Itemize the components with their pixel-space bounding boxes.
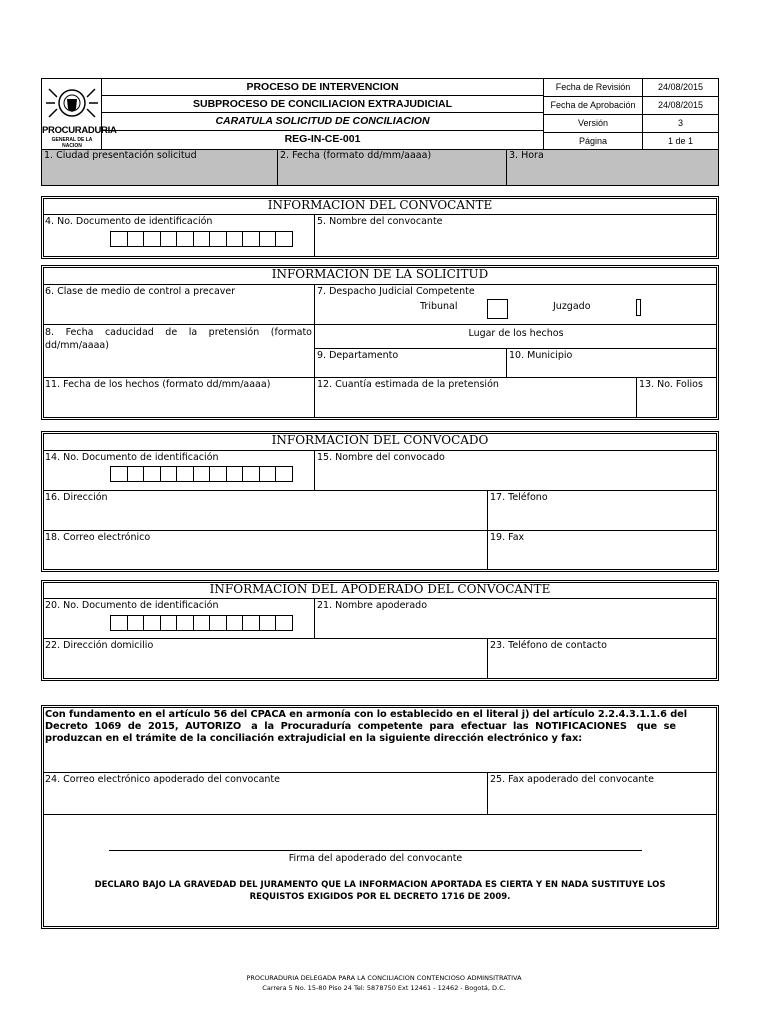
meta-value-pagina: 1 de 1	[667, 136, 694, 146]
meta-label-revision: Fecha de Revisión	[544, 79, 642, 97]
header-subproceso: SUBPROCESO DE CONCILIACION EXTRAJUDICIAL	[102, 96, 543, 113]
field-doc-apoderado[interactable]: 20. No. Documento de identificación	[43, 599, 315, 639]
doc-convocado-boxes[interactable]	[110, 466, 292, 482]
field-municipio[interactable]: 10. Municipio	[507, 349, 717, 378]
logo-text: PROCURADURIA	[42, 125, 117, 136]
solicitud-title: INFORMACION DE LA SOLICITUD	[43, 267, 717, 285]
label-tribunal: Tribunal	[420, 301, 458, 312]
declaracion-line-2: REQUISTOS EXIGIDOS POR EL DECRETO 1716 DE 2009.	[249, 892, 511, 902]
footer-line-2: Carrera 5 No. 15-80 Piso 24 Tel: 5878750 Ext 12461 - 12462 - Bogotá, D.C.	[262, 984, 506, 992]
footer-line-1: PROCURADURIA DELEGADA PARA LA CONCILIACION CONTENCIOSO ADMINSITRATIVA	[246, 974, 522, 982]
field-departamento[interactable]: 9. Departamento	[315, 349, 507, 378]
field-direccion-apoderado[interactable]: 22. Dirección domicilio	[43, 639, 488, 679]
field-telefono-convocado[interactable]: 17. Teléfono	[488, 491, 717, 531]
autorizacion-line-1: Con fundamento en el artículo 56 del CPACA en armonía con lo establecido en el literal j) del artículo 2.2.4.3.1.1.6 del	[45, 709, 688, 720]
field-fecha[interactable]: 2. Fecha (formato dd/mm/aaaa)	[278, 149, 507, 185]
footer	[0, 973, 768, 993]
meta-value-version: 3	[643, 115, 718, 133]
label-juzgado: Juzgado	[553, 301, 591, 312]
field-cuantia[interactable]: 12. Cuantía estimada de la pretensión	[315, 378, 637, 418]
signature-label: Firma del apoderado del convocante	[288, 853, 463, 864]
field-medio-control[interactable]: 6. Clase de medio de control a precaver	[43, 285, 315, 325]
checkbox-juzgado[interactable]	[636, 299, 641, 316]
caducidad-label: 8. Fecha caducidad de la pretensión (formato dd/mm/aaaa)	[45, 327, 312, 351]
header-caratula: CARATULA SOLICITUD DE CONCILIACION	[102, 113, 543, 131]
header-meta-values	[642, 79, 718, 149]
label-lugar-hechos: Lugar de los hechos	[315, 325, 717, 349]
field-nombre-apoderado[interactable]: 21. Nombre apoderado	[315, 599, 717, 639]
header-proceso: PROCESO DE INTERVENCION	[102, 79, 543, 96]
autorizacion-line-3: produzcan en el trámite de la conciliación extrajudicial en la siguiente dirección electrónico y fax:	[45, 733, 583, 744]
field-correo-convocado[interactable]: 18. Correo electrónico	[43, 531, 488, 570]
autorizacion-line-2: Decreto 1069 de 2015, AUTORIZO a la Procuraduría competente para efectuar las NOTIFICACIONES que se	[45, 721, 676, 732]
field-nombre-convocante[interactable]: 5. Nombre del convocante	[317, 216, 443, 227]
header-codigo: REG-IN-CE-001	[284, 133, 361, 145]
field-fecha-hechos[interactable]: 11. Fecha de los hechos (formato dd/mm/aaaa)	[43, 378, 315, 418]
doc-convocante-boxes[interactable]	[110, 231, 292, 247]
convocante-title: INFORMACION DEL CONVOCANTE	[43, 198, 717, 215]
meta-label-pagina: Página	[578, 136, 608, 146]
checkbox-tribunal[interactable]	[487, 299, 508, 319]
declaracion-line-1: DECLARO BAJO LA GRAVEDAD DEL JURAMENTO QUE LA INFORMACION APORTADA ES CIERTA Y EN NADA SUSTITUYE LOS	[94, 880, 666, 890]
declaracion	[43, 879, 717, 903]
field-nombre-convocado[interactable]: 15. Nombre del convocado	[315, 451, 717, 491]
meta-value-revision: 24/08/2015	[643, 79, 718, 97]
field-hora[interactable]: 3. Hora	[509, 150, 544, 161]
field-folios[interactable]: 13. No. Folios	[639, 379, 703, 390]
field-doc-convocante[interactable]: 4. No. Documento de identificación	[43, 215, 315, 257]
coat-of-arms-icon	[43, 81, 101, 125]
signature-line[interactable]	[109, 850, 642, 851]
field-direccion-convocado[interactable]: 16. Dirección	[43, 491, 488, 531]
field-fax-apoderado[interactable]: 25. Fax apoderado del convocante	[488, 773, 717, 815]
logo	[42, 79, 117, 149]
field-doc-convocado[interactable]: 14. No. Documento de identificación	[43, 451, 315, 491]
doc-apoderado-boxes[interactable]	[110, 615, 292, 631]
header-meta-labels	[543, 79, 642, 149]
meta-label-aprobacion: Fecha de Aprobación	[544, 97, 642, 115]
field-telefono-apoderado[interactable]: 23. Teléfono de contacto	[490, 640, 607, 651]
field-fax-convocado[interactable]: 19. Fax	[490, 532, 525, 543]
meta-label-version: Versión	[544, 115, 642, 133]
meta-value-aprobacion: 24/08/2015	[643, 97, 718, 115]
logo-subtext: GENERAL DE LA NACION	[51, 137, 93, 149]
apoderado-title: INFORMACION DEL APODERADO DEL CONVOCANTE	[43, 582, 717, 599]
field-correo-apoderado[interactable]: 24. Correo electrónico apoderado del convocante	[43, 773, 488, 815]
autorizacion-text	[43, 707, 717, 773]
field-despacho: 7. Despacho Judicial Competente	[315, 285, 717, 325]
field-ciudad[interactable]: 1. Ciudad presentación solicitud	[42, 149, 278, 185]
convocado-title: INFORMACION DEL CONVOCADO	[43, 433, 717, 451]
field-caducidad[interactable]	[43, 325, 315, 378]
